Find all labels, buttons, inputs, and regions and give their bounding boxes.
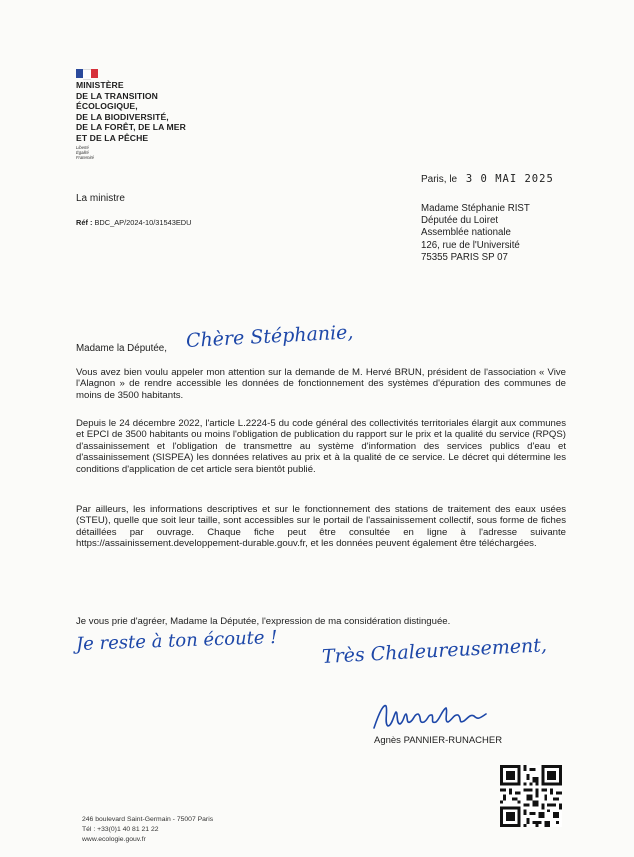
reference-value: BDC_AP/2024-10/31543EDU [94, 218, 192, 227]
ministry-name [76, 80, 186, 144]
recipient-line: 126, rue de l'Université [421, 239, 520, 251]
flag-blue [76, 69, 83, 78]
ministry-line: ET DE LA PÊCHE [76, 132, 149, 143]
recipient-address [421, 203, 530, 264]
republic-flag-logo [76, 69, 98, 78]
handwritten-closing: Très Chaleureusement, [321, 634, 548, 668]
body-paragraph: Par ailleurs, les informations descriptives et sur le fonctionnement des stations de traitement des eaux usées (STEU), quelle que soit leur taille, sont accessibles sur le portail de l'assainissement collectif, sous forme de fiches détaillées par ouvrage. Chaque fiche peut être consultée en ligne à l'adresse suivante https://assainissement.developpement-durable.gouv.fr, et les données peuvent également être téléchargées. [76, 504, 566, 550]
ministry-line: DE LA TRANSITION [76, 90, 158, 101]
signatory-name: Agnès PANNIER-RUNACHER [374, 735, 503, 746]
closing-formula: Je vous prie d'agréer, Madame la Députée, l'expression de ma considération distinguée. [76, 616, 451, 627]
reference-label: Réf : [76, 218, 93, 227]
date-stamp: 3 0 MAI 2025 [465, 173, 554, 185]
flag-red [91, 69, 98, 78]
flag-white [83, 69, 90, 80]
ministry-line: ÉCOLOGIQUE, [76, 101, 138, 112]
body-paragraph: Depuis le 24 décembre 2022, l'article L.2224-5 du code général des collectivités territoriales élargit aux communes et EPCI de 3500 habitants ou moins l'obligation de publication du rapport sur le prix et la qualité du service (RPQS) d'assainissement et l'obligation de transmettre au système d'information des services publics d'eau et d'assainissement (SISPEA) les données relatives au prix et à la qualité de ce service. Le décret qui détermine les conditions d'application de cet article sera bientôt publié. [76, 418, 566, 475]
motto-line: Liberté [76, 145, 89, 150]
recipient-line: 75355 PARIS SP 07 [421, 251, 508, 263]
handwritten-signature [370, 700, 510, 734]
date-place: Paris, le [421, 174, 458, 185]
handwritten-greeting: Chère Stéphanie, [185, 321, 354, 352]
motto-line: Fraternité [76, 155, 94, 160]
handwritten-note: Je reste à ton écoute ! [75, 626, 278, 655]
sender-title: La ministre [76, 193, 125, 204]
ministry-line: DE LA BIODIVERSITÉ, [76, 111, 169, 122]
reference [76, 218, 191, 227]
motto-line: Égalité [76, 150, 89, 155]
footer-contact [82, 815, 213, 845]
republic-motto [76, 145, 94, 160]
date-line [421, 173, 554, 185]
footer-phone: Tél : +33(0)1 40 81 21 22 [82, 826, 159, 833]
recipient-line: Madame Stéphanie RIST [421, 203, 530, 214]
salutation: Madame la Députée, [76, 343, 167, 354]
ministry-line: MINISTÈRE [76, 80, 124, 90]
footer-website: www.ecologie.gouv.fr [82, 836, 146, 843]
ministry-line: DE LA FORÊT, DE LA MER [76, 122, 186, 133]
body-paragraph: Vous avez bien voulu appeler mon attention sur la demande de M. Hervé BRUN, président de l'association « Vive l'Alagnon » de rendre accessible les données de fonctionnement des systèmes d'épuration des communes de moins de 3500 habitants. [76, 367, 566, 401]
footer-address: 246 boulevard Saint-Germain - 75007 Paris [82, 816, 214, 823]
recipient-line: Assemblée nationale [421, 227, 511, 239]
qr-code [500, 765, 562, 827]
recipient-line: Députée du Loiret [421, 215, 499, 227]
